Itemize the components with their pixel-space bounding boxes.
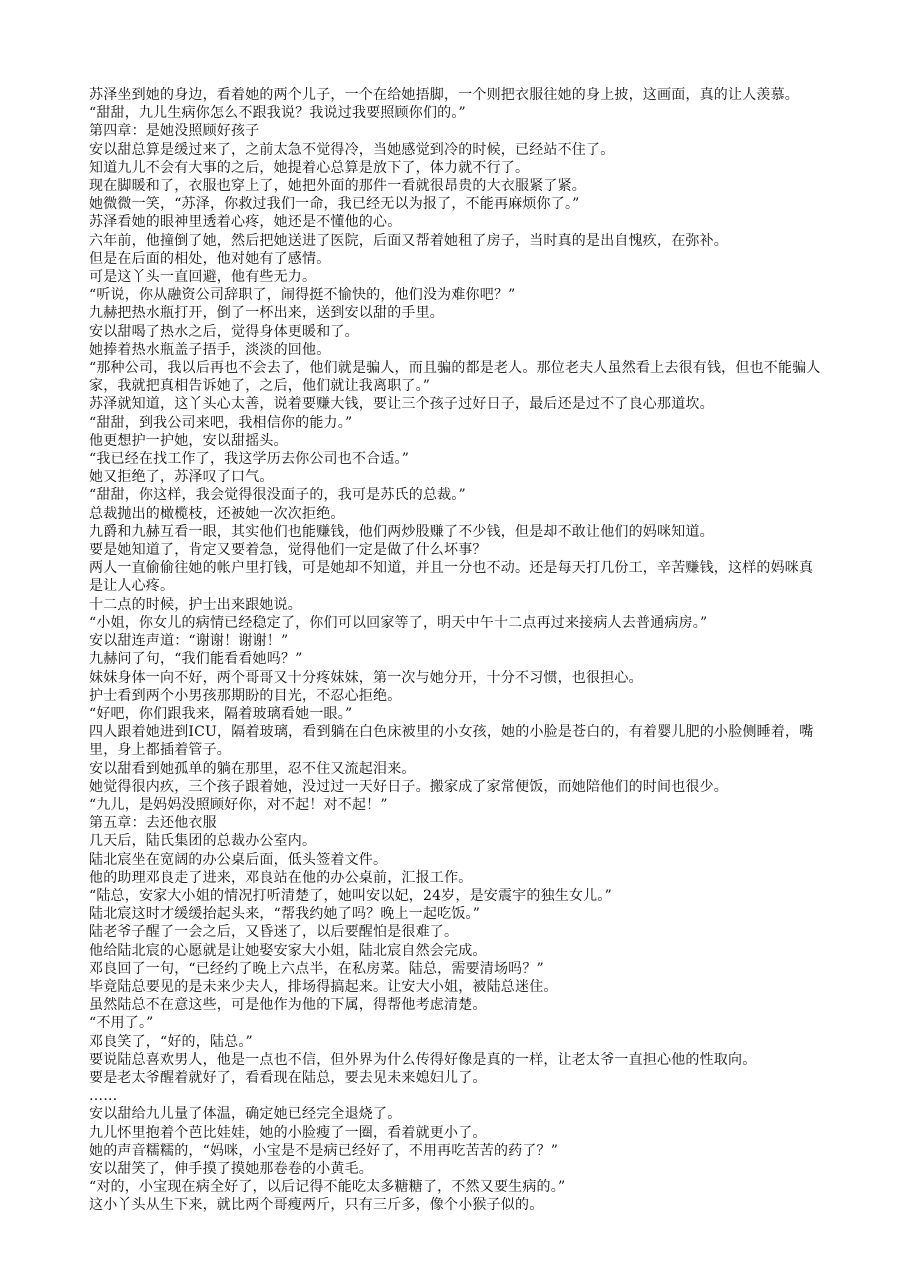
- paragraph: 他的助理邓良走了进来，邓良站在他的办公桌前，汇报工作。: [89, 869, 473, 886]
- paragraph: 可是这丫头一直回避，他有些无力。: [89, 269, 317, 286]
- paragraph: 这小丫头从生下来，就比两个哥瘦两斤，只有三斤多，像个小猴子似的。: [89, 1197, 544, 1214]
- paragraph: 苏泽坐到她的身边，看着她的两个儿子，一个在给她捂脚，一个则把衣服往她的身上披，这画面，真的让人羡慕。: [89, 87, 799, 103]
- paragraph: “甜甜，你这样，我会觉得很没面子的，我可是苏氏的总裁。”: [89, 487, 466, 504]
- paragraph: 要是老太爷醒着就好了，看看现在陆总，要去见未来媳妇儿了。: [89, 1069, 487, 1086]
- paragraph: 他给陆北宸的心愿就是让她娶安家大小姐，陆北宸自然会完成。: [89, 942, 487, 959]
- paragraph: 她又拒绝了，苏泽叹了口气。: [89, 469, 274, 486]
- paragraph: 现在脚暖和了，衣服也穿上了，她把外面的那件一看就很昂贵的大衣服紧了紧。: [89, 178, 586, 195]
- paragraph: 安以甜看到她孤单的躺在那里，忍不住又流起泪来。: [89, 760, 416, 777]
- paragraph: 九赫把热水瓶打开，倒了一杯出来，送到安以甜的手里。: [89, 305, 444, 322]
- paragraph: 她捧着热水瓶盖子捂手，淡淡的回他。: [89, 341, 331, 358]
- paragraph: “九儿，是妈妈没照顾好你，对不起！对不起！”: [89, 796, 388, 813]
- paragraph: “甜甜，到我公司来吧，我相信你的能力。”: [89, 414, 353, 431]
- paragraph: 安以甜笑了，伸手摸了摸她那卷卷的小黄毛。: [89, 1160, 373, 1177]
- paragraph: 安以甜总算是缓过来了，之前太急不觉得冷，当她感觉到冷的时候，已经站不住了。: [89, 141, 615, 158]
- paragraph: “陆总，安家大小姐的情况打听清楚了，她叫安以妃，24岁，是安震宇的独生女儿。”: [89, 887, 612, 904]
- paragraph: ……: [89, 1088, 118, 1105]
- paragraph: 两人一直偷偷往她的帐户里打钱，可是她却不知道，并且一分也不动。还是每天打几份工，辛苦赚钱，这样的妈咪真是让人心疼。: [89, 560, 814, 595]
- paragraph: 总裁抛出的橄榄枝，还被她一次次拒绝。: [89, 505, 345, 522]
- paragraph: 安以甜给九儿量了体温，确定她已经完全退烧了。: [89, 1106, 402, 1123]
- paragraph: “听说，你从融资公司辞职了，闹得挺不愉快的，他们没为难你吧？”: [89, 287, 516, 304]
- paragraph: 陆北宸这时才缓缓抬起头来，“帮我约她了吗？晚上一起吃饭。”: [89, 906, 481, 923]
- paragraph: 第五章：去还他衣服: [89, 815, 217, 832]
- paragraph: 九儿怀里抱着个芭比娃娃，她的小脸瘦了一圈，看着就更小了。: [89, 1124, 487, 1141]
- paragraph: 九赫问了句，“我们能看看她吗？”: [89, 651, 303, 668]
- paragraph: 第四章：是她没照顾好孩子: [89, 123, 260, 140]
- paragraph: 苏泽就知道，这丫头心太善，说着要赚大钱，要让三个孩子过好日子，最后还是过不了良心那道坎。: [89, 396, 714, 413]
- paragraph: 妹妹身体一向不好，两个哥哥又十分疼妹妹，第一次与她分开，十分不习惯，也很担心。: [89, 669, 643, 686]
- paragraph: “我已经在找工作了，我这学历去你公司也不合适。”: [89, 451, 410, 468]
- paragraph: 十二点的时候，护士出来跟她说。: [89, 596, 302, 613]
- paragraph: “那种公司，我以后再也不会去了，他们就是骗人，而且骗的都是老人。那位老夫人虽然看上去很有钱，但也不能骗人家，我就把真相告诉她了，之后，他们就让我离职了。”: [89, 360, 821, 395]
- paragraph: 安以甜喝了热水之后，觉得身体更暖和了。: [89, 323, 359, 340]
- paragraph: 但是在后面的相处，他对她有了感情。: [89, 250, 331, 267]
- paragraph: 知道九儿不会有大事的之后，她提着心总算是放下了，体力就不行了。: [89, 159, 530, 176]
- document-body: [89, 86, 824, 1215]
- paragraph: 要说陆总喜欢男人，他是一点也不信，但外界为什么传得好像是真的一样，让老太爷一直担心他的性取向。: [89, 1051, 757, 1068]
- paragraph: “甜甜，九儿生病你怎么不跟我说？我说过我要照顾你们的。”: [89, 105, 466, 122]
- paragraph: 护士看到两个小男孩那期盼的目光，不忍心拒绝。: [89, 687, 402, 704]
- paragraph: “好吧，你们跟我来，隔着玻璃看她一眼。”: [89, 705, 353, 722]
- paragraph: 她的声音糯糯的，“妈咪，小宝是不是病已经好了，不用再吃苦苦的药了？”: [89, 1142, 559, 1159]
- paragraph: 四人跟着她进到ICU，隔着玻璃，看到躺在白色床被里的小女孩，她的小脸是苍白的，有着婴儿肥的小脸侧睡着，嘴里，身上都插着管子。: [89, 724, 814, 759]
- paragraph: 苏泽看她的眼神里透着心疼，她还是不懂他的心。: [89, 214, 402, 231]
- paragraph: 毕竟陆总要见的是未来少夫人，排场得搞起来。让安大小姐，被陆总迷住。: [89, 978, 558, 995]
- paragraph: 陆北宸坐在宽阔的办公桌后面，低头签着文件。: [89, 851, 388, 868]
- paragraph: “小姐，你女儿的病情已经稳定了，你们可以回家等了，明天中午十二点再过来接病人去普通病房。”: [89, 614, 708, 631]
- paragraph: 她觉得很内疚，三个孩子跟着她，没过过一天好日子。搬家成了家常便饭，而她陪他们的时间也很少。: [89, 778, 728, 795]
- paragraph: “不用了。”: [89, 1015, 154, 1032]
- paragraph: 她微微一笑，“苏泽，你救过我们一命，我已经无以为报了，不能再麻烦你了。”: [89, 196, 580, 213]
- paragraph: 邓良回了一句，“已经约了晚上六点半，在私房菜。陆总，需要清场吗？”: [89, 960, 544, 977]
- paragraph: 安以甜连声道：“谢谢！谢谢！”: [89, 633, 289, 650]
- paragraph: “对的，小宝现在病全好了，以后记得不能吃太多糖糖了，不然又要生病的。”: [89, 1179, 566, 1196]
- paragraph: 几天后，陆氏集团的总裁办公室内。: [89, 833, 317, 850]
- paragraph: 虽然陆总不在意这些，可是他作为他的下属，得帮他考虑清楚。: [89, 997, 487, 1014]
- paragraph: 他更想护一护她，安以甜摇头。: [89, 432, 288, 449]
- paragraph: 要是她知道了，肯定又要着急，觉得他们一定是做了什么坏事？: [89, 542, 487, 559]
- paragraph: 陆老爷子醒了一会之后，又昏迷了，以后要醒怕是很难了。: [89, 924, 459, 941]
- paragraph: 邓良笑了，“好的，陆总。”: [89, 1033, 253, 1050]
- paragraph: 六年前，他撞倒了她，然后把她送进了医院，后面又帮着她租了房子，当时真的是出自愧疚，在弥补。: [89, 232, 728, 249]
- paragraph: 九爵和九赫互看一眼，其实他们也能赚钱，他们两炒股赚了不少钱，但是却不敢让他们的妈咪知道。: [89, 523, 714, 540]
